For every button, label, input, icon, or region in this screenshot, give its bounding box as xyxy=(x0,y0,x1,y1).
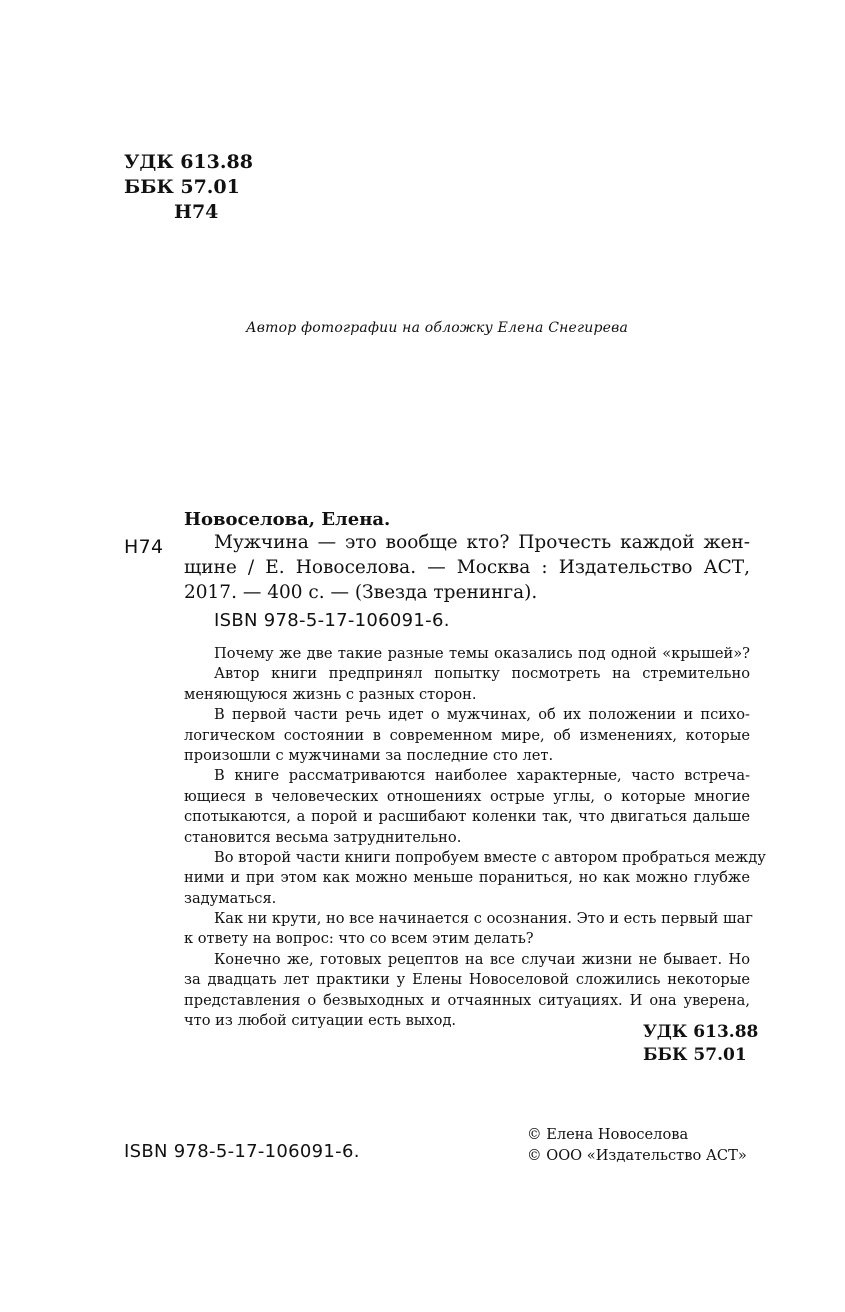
bibliography-line: Мужчина — это вообще кто? Прочесть каждой жен- xyxy=(214,532,750,553)
bibliography-line: 2017. — 400 с. — (Звезда тренинга). xyxy=(184,582,538,603)
abstract-line: задуматься. xyxy=(184,889,277,907)
udk-code-bottom: УДК 613.88 xyxy=(643,1022,759,1042)
abstract-line: ними и при этом как можно меньше пораниться, но как можно глубже xyxy=(184,869,750,887)
author-mark: Н74 xyxy=(174,201,219,223)
abstract-line: Конечно же, готовых рецептов на все случаи жизни не бывает. Но xyxy=(214,950,750,968)
abstract-line: В книге рассматриваются наиболее характерные, часто встреча- xyxy=(214,767,750,785)
abstract-line: спотыкаются, а порой и расшибают коленки так, что двигаться дальше xyxy=(184,808,750,826)
udk-block xyxy=(124,150,253,225)
abstract-line: В первой части речь идет о мужчинах, об их положении и психо- xyxy=(214,706,750,724)
abstract-line: становится весьма затруднительно. xyxy=(184,828,462,846)
bbk-code: ББК 57.01 xyxy=(124,176,240,198)
abstract-line: Почему же две такие разные темы оказались под одной «крышей»? xyxy=(214,645,750,662)
bibliography-entry xyxy=(184,530,750,605)
abstract-line: к ответу на вопрос: что со всем этим делать? xyxy=(184,930,534,948)
copyright-author: © Елена Новоселова xyxy=(527,1126,689,1143)
abstract xyxy=(184,644,766,1031)
bibliography-author: Новоселова, Елена. xyxy=(184,509,391,530)
abstract-line: ющиеся в человеческих отношениях острые углы, о которые многие xyxy=(184,787,750,805)
isbn-bottom: ISBN 978-5-17-106091-6. xyxy=(124,1141,360,1162)
copyright-block xyxy=(527,1124,747,1166)
udk-block-bottom xyxy=(643,1021,758,1067)
photo-credit: Автор фотографии на обложку Елена Снегирева xyxy=(246,320,629,336)
abstract-line: представления о безвыходных и отчаянных ситуациях. И она уверена, xyxy=(184,991,750,1009)
abstract-line: Как ни крути, но все начинается с осознания. Это и есть первый шаг xyxy=(214,910,753,928)
abstract-line: Во второй части книги попробуем вместе с автором пробраться между xyxy=(214,848,766,866)
bibliography-isbn: ISBN 978-5-17-106091-6. xyxy=(214,610,450,631)
copyright-publisher: © ООО «Издательство АСТ» xyxy=(527,1147,747,1164)
bibliography-author-mark: Н74 xyxy=(124,536,164,558)
udk-code: УДК 613.88 xyxy=(124,151,253,173)
abstract-line: логическом состоянии в современном мире, об изменениях, которые xyxy=(184,726,750,744)
bbk-code-bottom: ББК 57.01 xyxy=(643,1045,747,1065)
bibliography-line: щине / Е. Новоселова. — Москва : Издательство АСТ, xyxy=(184,557,750,578)
abstract-line: произошли с мужчинами за последние сто лет. xyxy=(184,746,554,764)
abstract-line: меняющуюся жизнь с разных сторон. xyxy=(184,685,477,703)
abstract-line: за двадцать лет практики у Елены Новоселовой сложились некоторые xyxy=(184,971,750,989)
abstract-line: что из любой ситуации есть выход. xyxy=(184,1012,457,1030)
abstract-line: Автор книги предпринял попытку посмотреть на стремительно xyxy=(214,665,750,683)
